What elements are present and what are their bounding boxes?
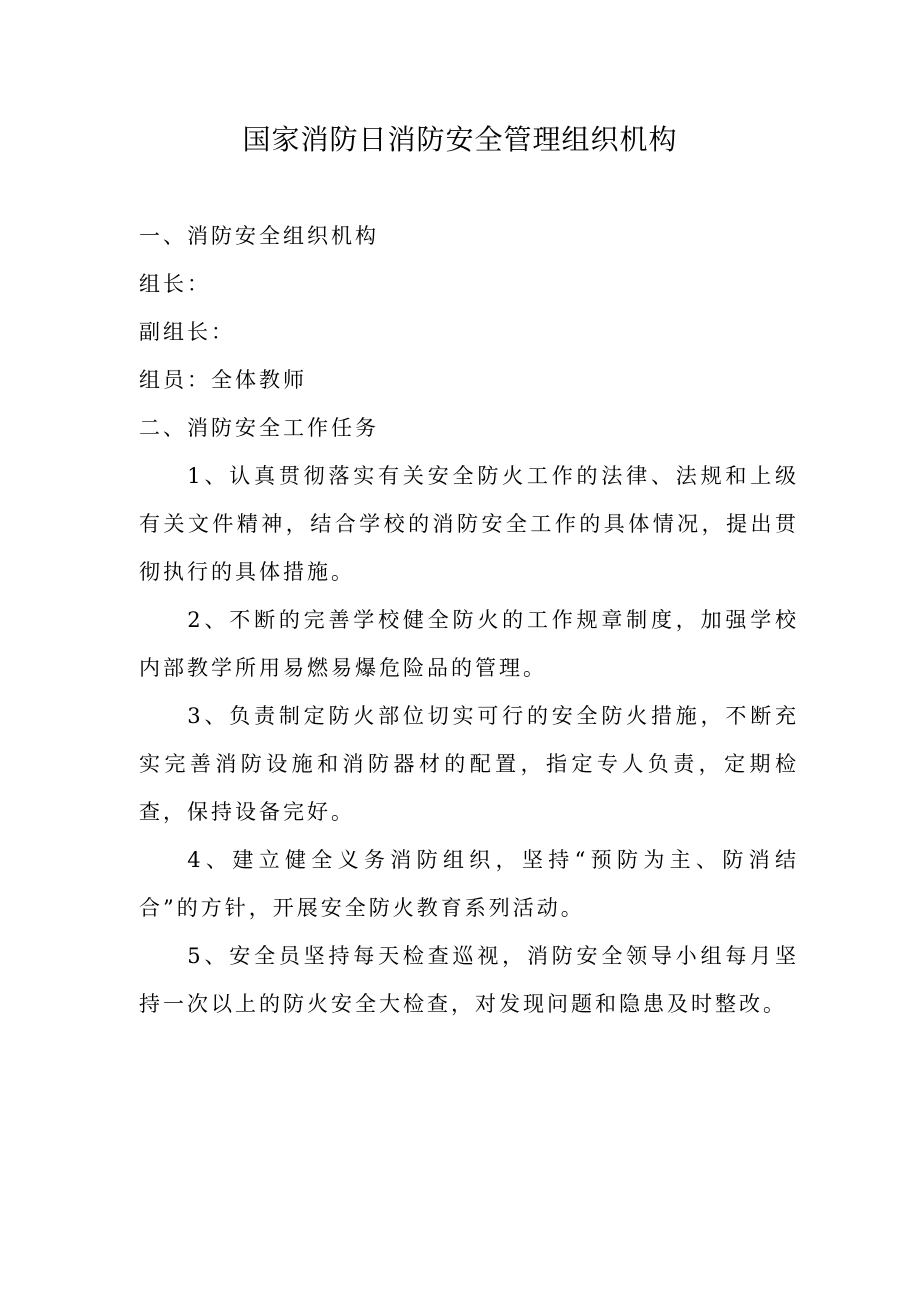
task-item-5: 5、安全员坚持每天检查巡视，消防安全领导小组每月坚持一次以上的防火安全大检查，对发现问题和隐患及时整改。 [139, 944, 799, 1016]
task-item-1: 1、认真贯彻落实有关安全防火工作的法律、法规和上级有关文件精神，结合学校的消防安全工作的具体情况，提出贯彻执行的具体措施。 [139, 464, 799, 584]
section-heading-tasks: 二、消防安全工作任务 [139, 416, 379, 440]
leader-line: 组长： [139, 272, 211, 296]
task-item-4: 4、建立健全义务消防组织，坚持“预防为主、防消结合”的方针，开展安全防火教育系列活动。 [139, 848, 799, 920]
deputy-leader-line: 副组长： [139, 320, 235, 344]
task-item-3: 3、负责制定防火部位切实可行的安全防火措施，不断充实完善消防设施和消防器材的配置，指定专人负责，定期检查，保持设备完好。 [139, 704, 799, 824]
document-body [139, 212, 799, 1028]
document-title: 国家消防日消防安全管理组织机构 [242, 123, 678, 156]
section-heading-organization: 一、消防安全组织机构 [139, 224, 379, 248]
task-item-2: 2、不断的完善学校健全防火的工作规章制度，加强学校内部教学所用易燃易爆危险品的管理。 [139, 608, 799, 680]
members-line: 组员：全体教师 [139, 368, 307, 392]
